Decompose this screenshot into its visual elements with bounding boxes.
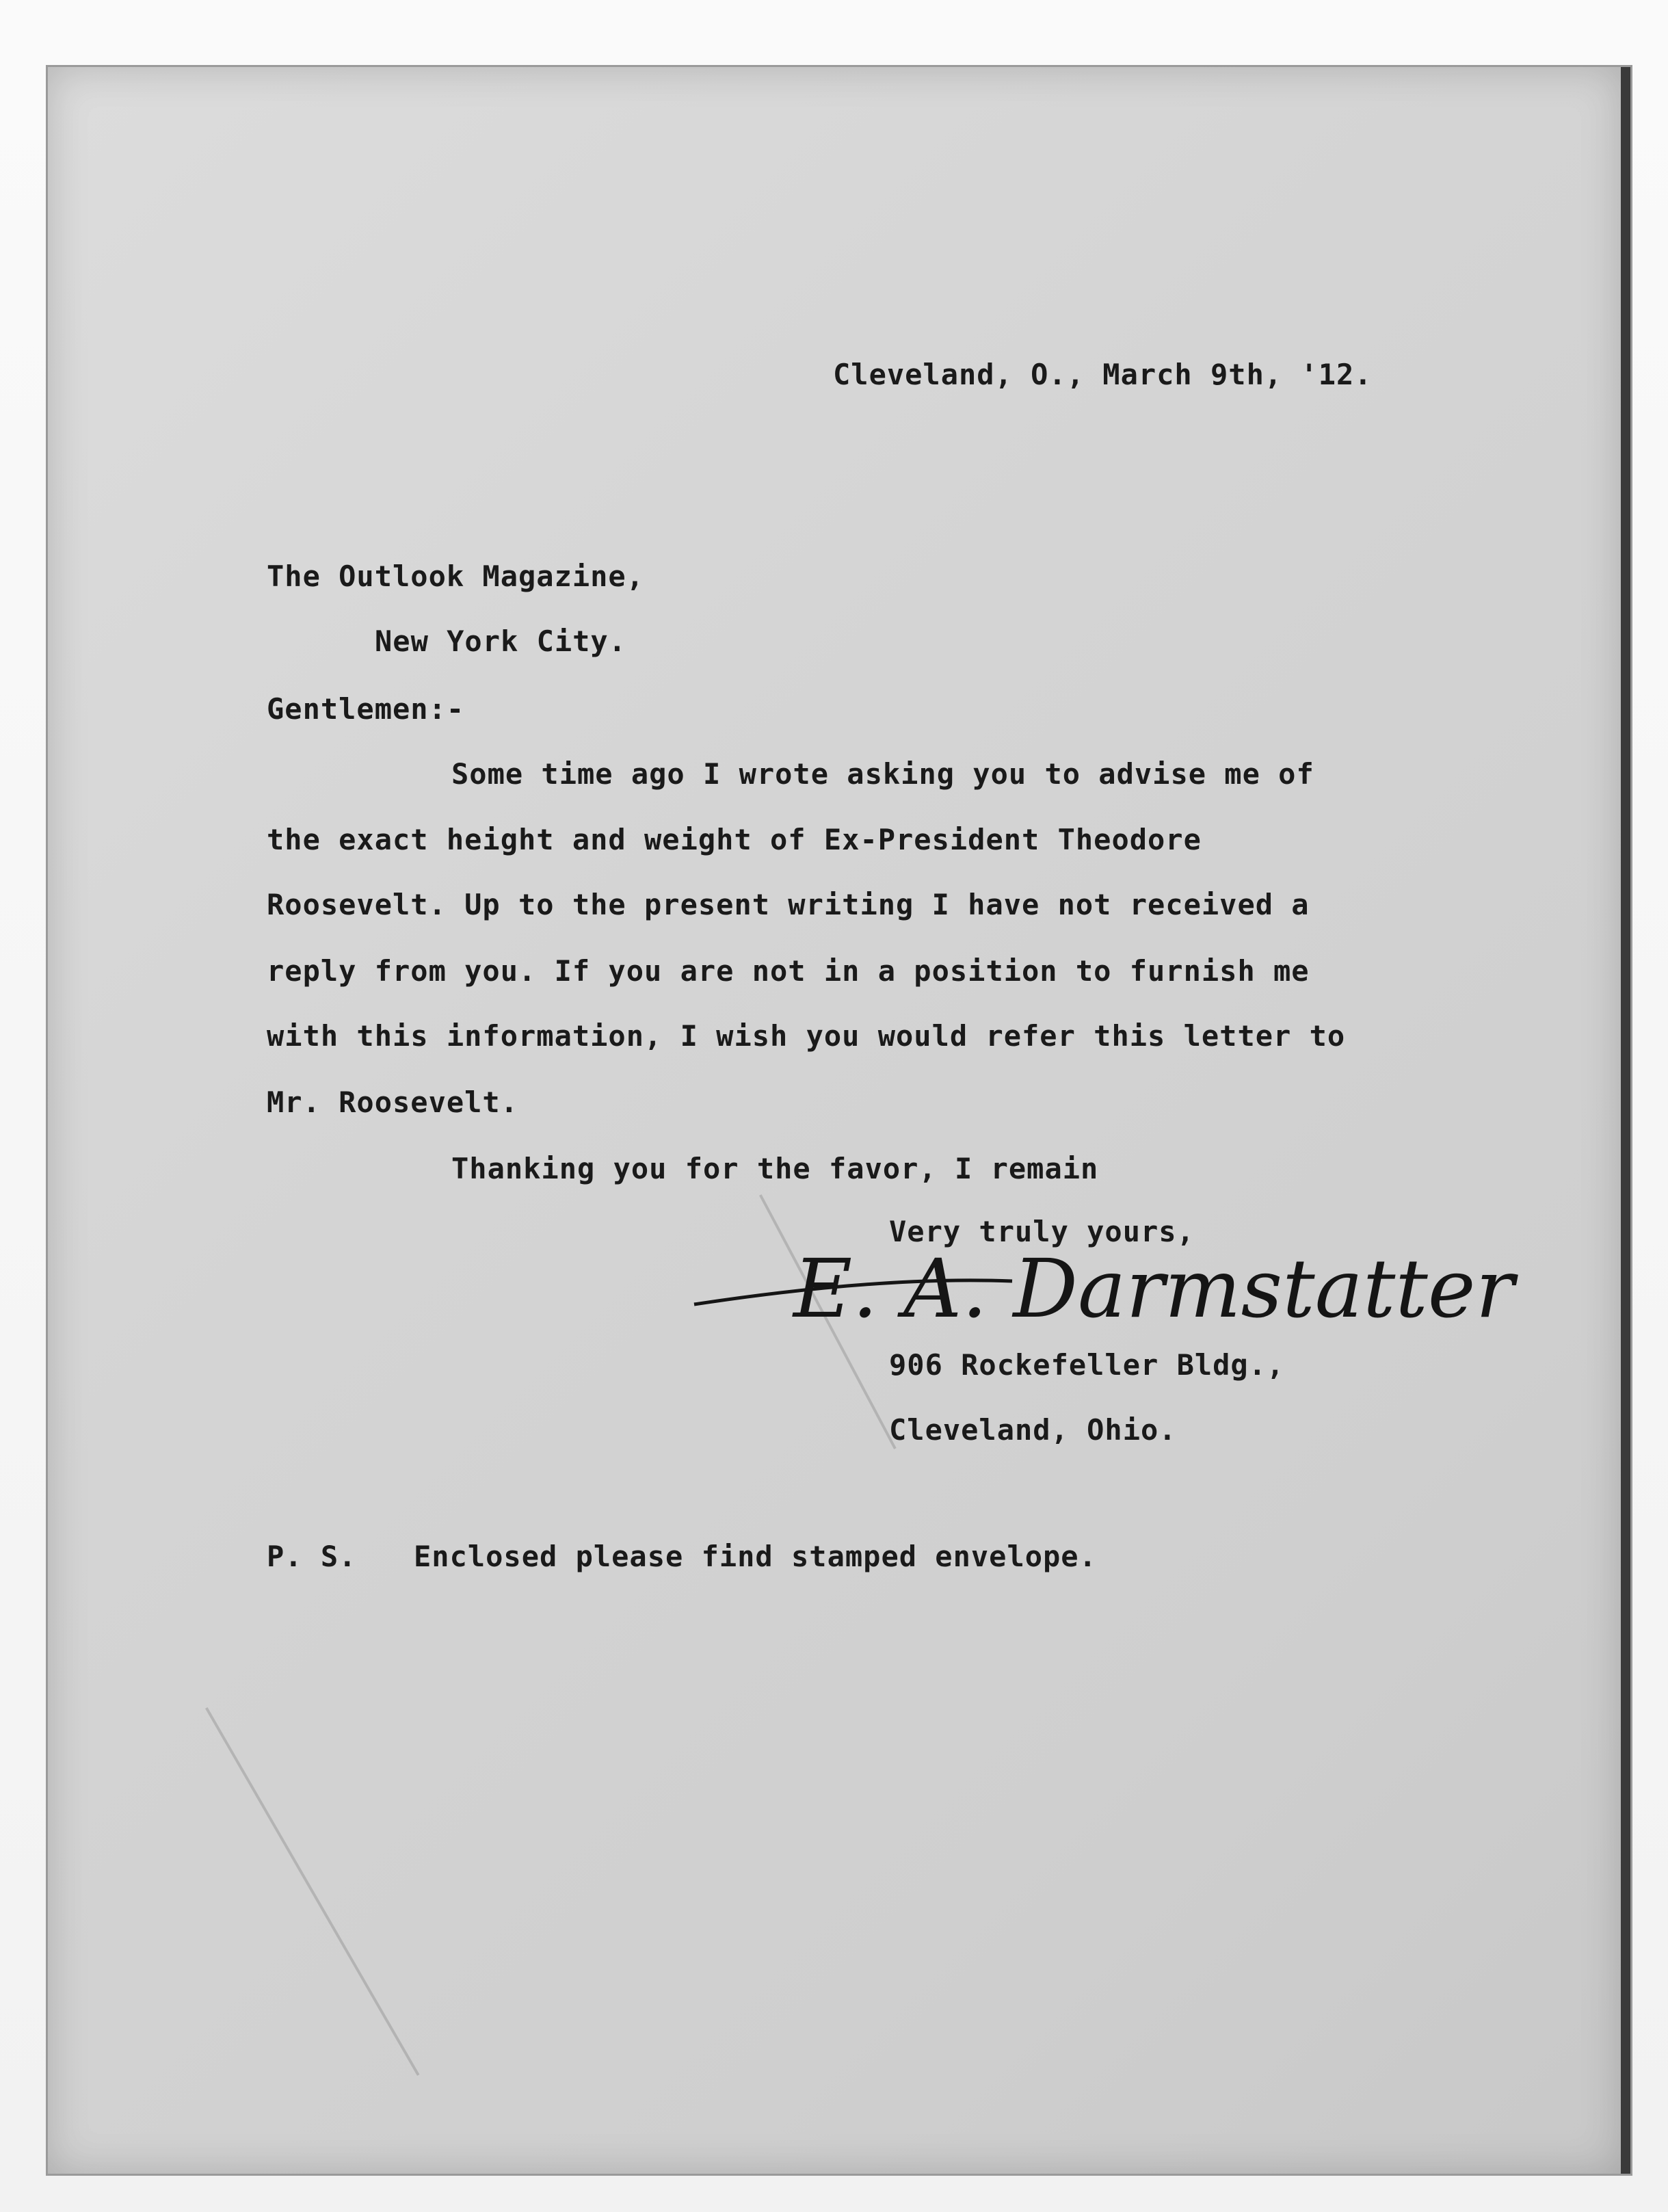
- postscript-label: P. S.: [267, 1540, 357, 1573]
- recipient-name: The Outlook Magazine,: [267, 559, 645, 593]
- body-line: Roosevelt. Up to the present writing I have not received a: [267, 888, 1310, 921]
- closing: Very truly yours,: [889, 1215, 1195, 1248]
- dateline: Cleveland, O., March 9th, '12.: [833, 358, 1373, 391]
- thanks-line: Thanking you for the favor, I remain: [451, 1152, 1099, 1185]
- signature-text: E. A. Darmstatter: [793, 1241, 1515, 1336]
- sender-address-line-2: Cleveland, Ohio.: [889, 1413, 1177, 1447]
- handwritten-signature: [691, 1241, 1546, 1344]
- sender-address-line-1: 906 Rockefeller Bldg.,: [889, 1348, 1285, 1382]
- body-line: with this information, I wish you would refer this letter to: [267, 1019, 1346, 1053]
- paper-crease: [205, 1707, 419, 2076]
- recipient-city: New York City.: [375, 624, 627, 658]
- body-line: the exact height and weight of Ex-President Theodore: [267, 823, 1202, 856]
- salutation: Gentlemen:-: [267, 692, 465, 726]
- body-line: Mr. Roosevelt.: [267, 1085, 519, 1119]
- postscript-text: Enclosed please find stamped envelope.: [414, 1540, 1097, 1573]
- body-line: reply from you. If you are not in a position to furnish me: [267, 954, 1310, 988]
- body-line: Some time ago I wrote asking you to advise me of: [451, 757, 1314, 791]
